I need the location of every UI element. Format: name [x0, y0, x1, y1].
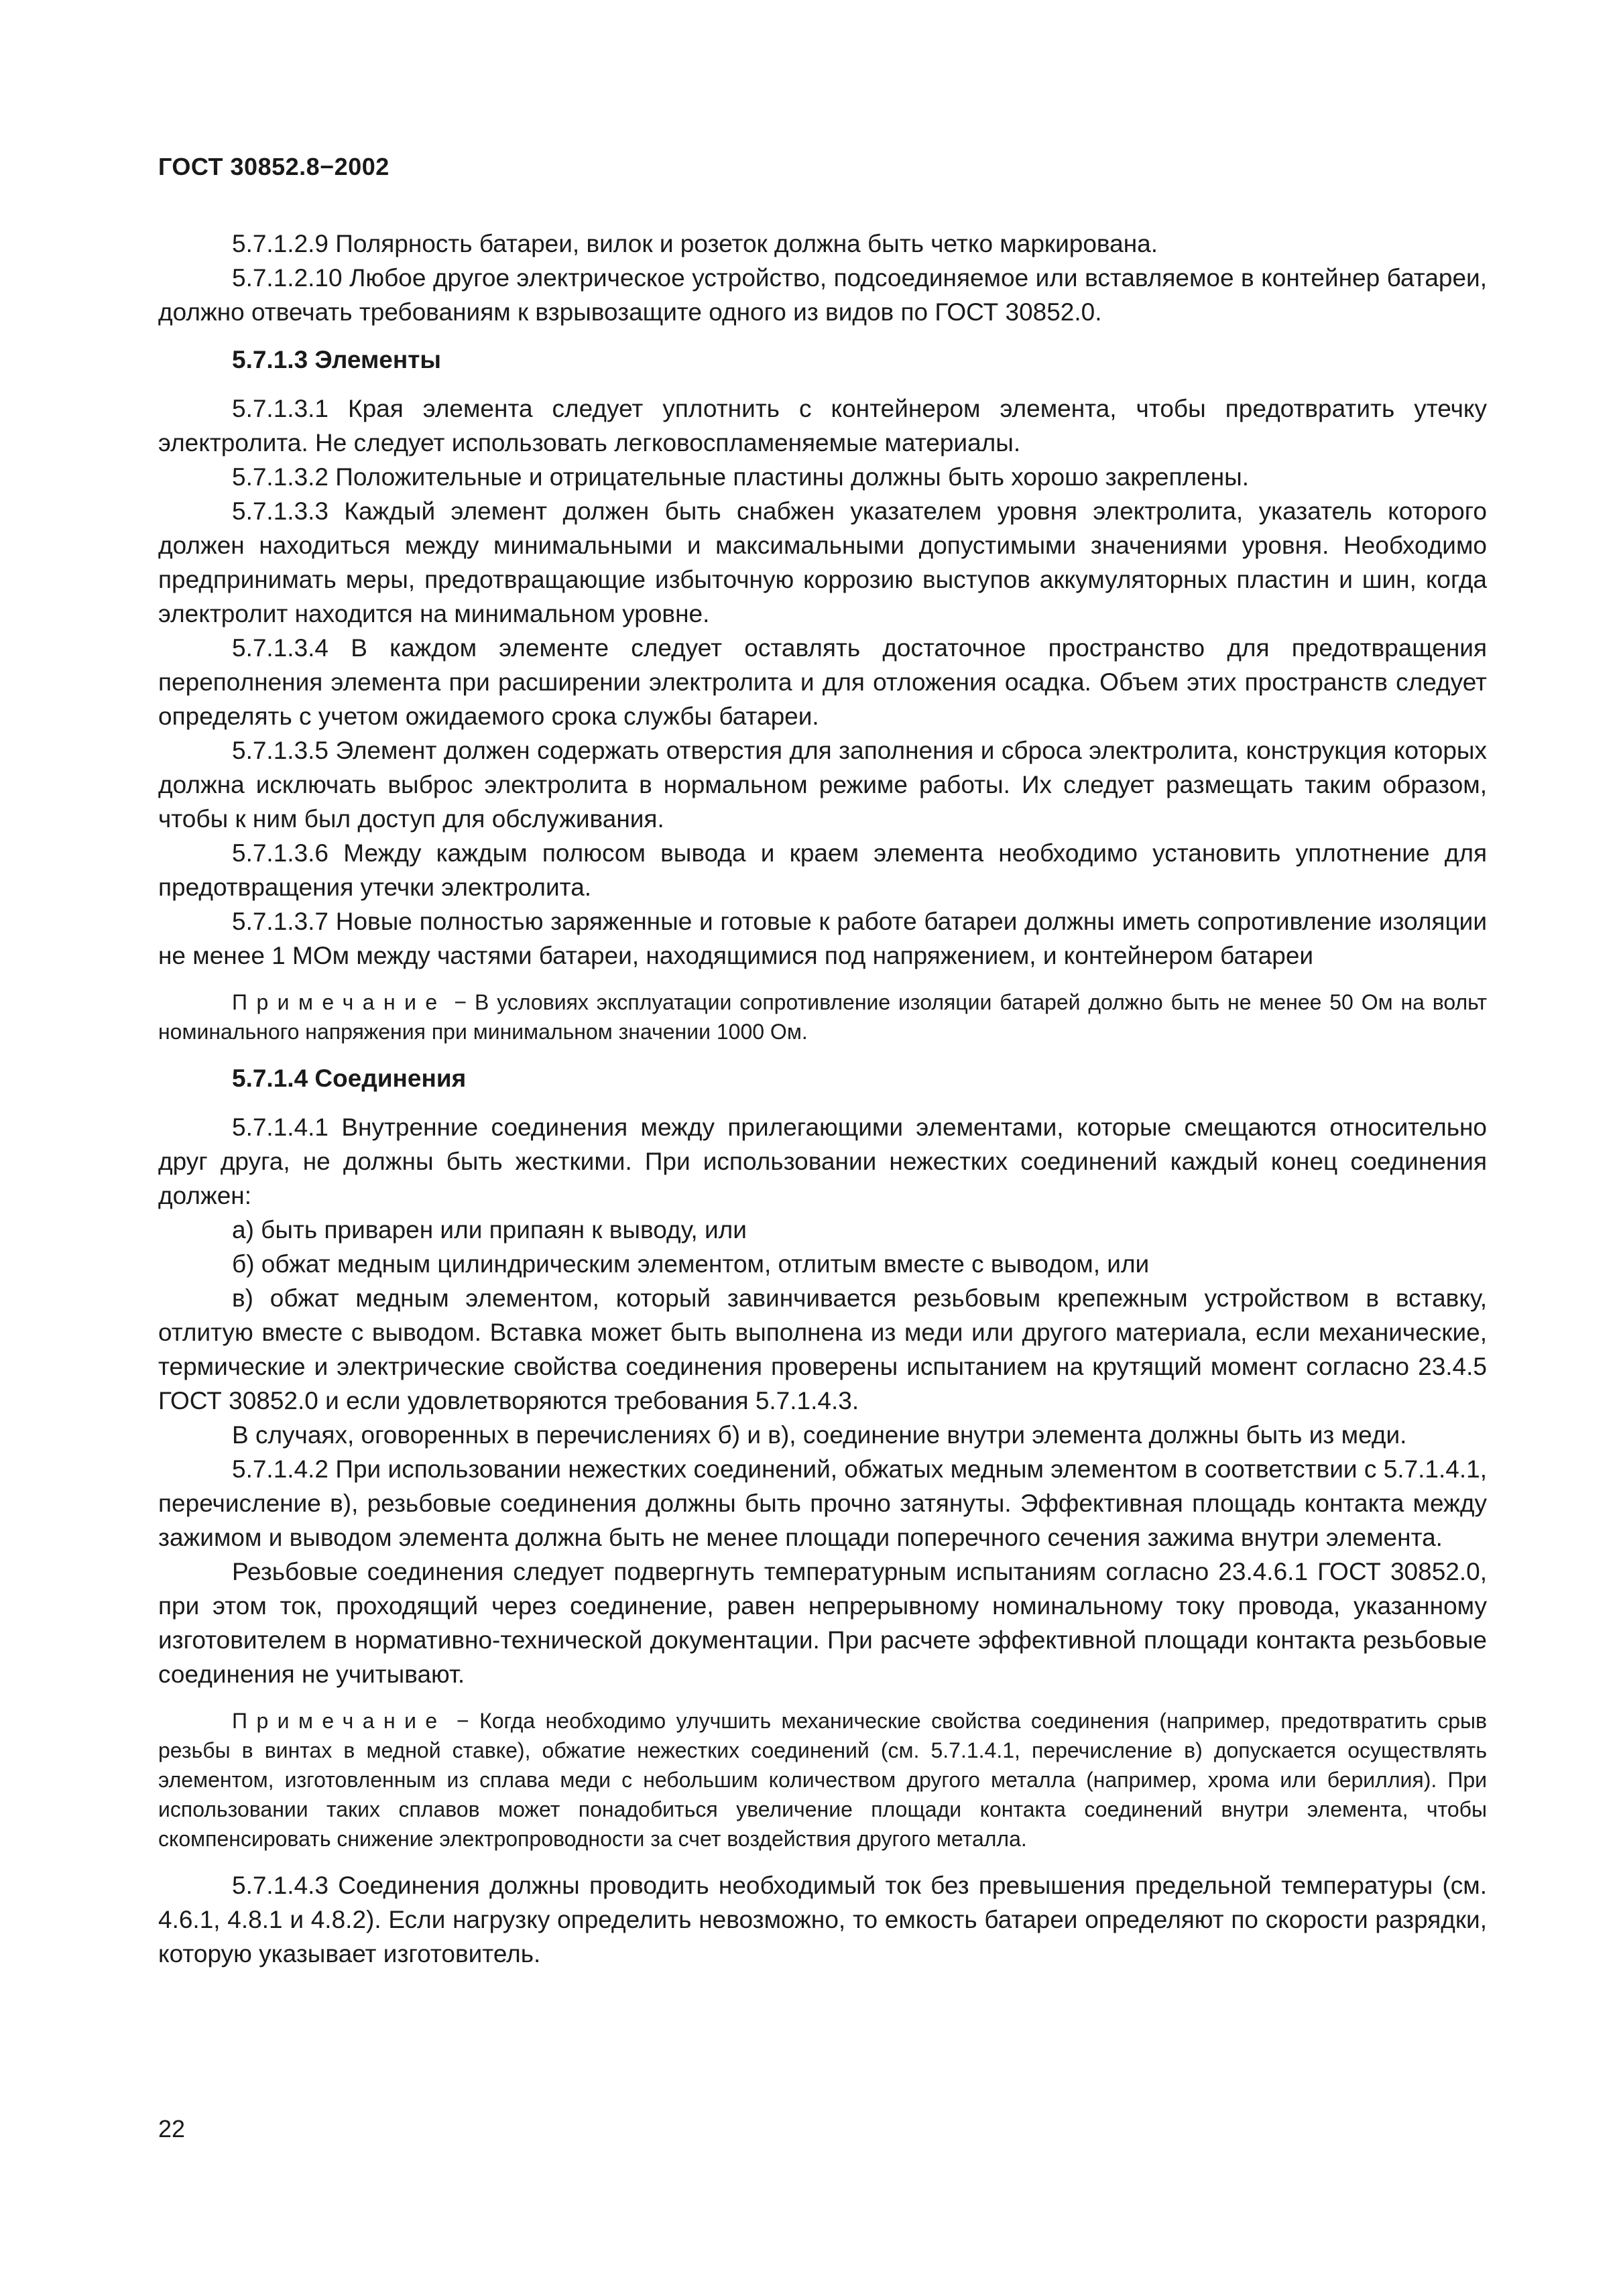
note-label: Примечание — [232, 990, 446, 1014]
paragraph: 5.7.1.4.3 Соединения должны проводить необходимый ток без превышения предельной температуры (см. 4.6.1, 4.8.1 и 4.8.2). Если нагрузку определить невозможно, то емкость батареи определяют по скорости разрядки, которую указывает изготовитель. — [158, 1872, 1487, 1968]
paragraph: 5.7.1.3.7 Новые полностью заряженные и готовые к работе батареи должны иметь сопротивление изоляции не менее 1 МОм между частями батареи, находящимися под напряжением, и контейнером батареи — [158, 908, 1487, 969]
list-item: в) обжат медным элементом, который завинчивается резьбовым крепежным устройством в вставку, отлитую вместе с выводом. Вставка может быть выполнена из меди или другого материала, если механические, термические и электрические свойства соединения проверены испытанием на крутящий момент согласно 23.4.5 ГОСТ 30852.0 и если удовлетворяются требования 5.7.1.4.3. — [158, 1284, 1487, 1414]
note-text: − Когда необходимо улучшить механические свойства соединения (например, предотвратить срыв резьбы в винтах в медной ставке), обжатие нежестких соединений (см. 5.7.1.4.1, перечисление в) допускается осуществлять элементом, изготовленным из сплава меди с небольшим количеством другого металла (например, хрома или бериллия). При использовании таких сплавов может понадобиться увеличение площади контакта соединений внутри элемента, чтобы скомпенсировать снижение электропроводности за счет воздействия другого металла. — [158, 1709, 1488, 1851]
paragraph: Резьбовые соединения следует подвергнуть температурным испытаниям согласно 23.4.6.1 ГОСТ 30852.0, при этом ток, проходящий через соединение, равен непрерывному номинальному току провода, указанному изготовителем в нормативно-технической документации. При расчете эффективной площади контакта резьбовые соединения не учитывают. — [158, 1558, 1487, 1688]
paragraph: 5.7.1.2.9 Полярность батареи, вилок и розеток должна быть четко маркирована. — [232, 230, 1158, 257]
list-item: а) быть приварен или припаян к выводу, или — [232, 1216, 747, 1244]
paragraph: 5.7.1.4.1 Внутренние соединения между прилегающими элементами, которые смещаются относительно друг друга, не должны быть жесткими. При использовании нежестких соединений каждый конец соединения должен: — [158, 1113, 1487, 1209]
paragraph: 5.7.1.3.2 Положительные и отрицательные пластины должны быть хорошо закреплены. — [232, 463, 1250, 491]
note-label: Примечание — [232, 1709, 446, 1733]
note — [158, 987, 1487, 1046]
document-body — [158, 227, 1487, 1971]
list-item: б) обжат медным цилиндрическим элементом, отлитым вместе с выводом, или — [232, 1250, 1150, 1278]
section-heading: 5.7.1.4 Соединения — [232, 1065, 467, 1092]
paragraph: 5.7.1.3.1 Края элемента следует уплотнить с контейнером элемента, чтобы предотвратить утечку электролита. Не следует использовать легковоспламеняемые материалы. — [158, 395, 1487, 457]
paragraph: 5.7.1.3.3 Каждый элемент должен быть снабжен указателем уровня электролита, указатель которого должен находиться между минимальными и максимальными допустимыми значениями уровня. Необходимо предпринимать меры, предотвращающие избыточную коррозию выступов аккумуляторных пластин и шин, когда электролит находится на минимальном уровне. — [158, 497, 1487, 627]
paragraph: 5.7.1.3.5 Элемент должен содержать отверстия для заполнения и сброса электролита, конструкция которых должна исключать выброс электролита в нормальном режиме работы. Их следует размещать таким образом, чтобы к ним был доступ для обслуживания. — [158, 737, 1487, 833]
note-text: − В условиях эксплуатации сопротивление изоляции батарей должно быть не менее 50 Ом на вольт номинального напряжения при минимальном значении 1000 Ом. — [158, 990, 1488, 1044]
paragraph: 5.7.1.2.10 Любое другое электрическое устройство, подсоединяемое или вставляемое в контейнер батареи, должно отвечать требованиям к взрывозащите одного из видов по ГОСТ 30852.0. — [158, 264, 1487, 326]
paragraph: 5.7.1.4.2 При использовании нежестких соединений, обжатых медным элементом в соответствии с 5.7.1.4.1, перечисление в), резьбовые соединения должны быть прочно затянуты. Эффективная площадь контакта между зажимом и выводом элемента должна быть не менее площади поперечного сечения зажима внутри элемента. — [158, 1455, 1487, 1551]
section-heading: 5.7.1.3 Элементы — [232, 346, 441, 373]
document-header: ГОСТ 30852.8−2002 — [158, 153, 389, 180]
paragraph: В случаях, оговоренных в перечислениях б) и в), соединение внутри элемента должны быть из меди. — [232, 1421, 1407, 1449]
paragraph: 5.7.1.3.4 В каждом элементе следует оставлять достаточное пространство для предотвращения переполнения элемента при расширении электролита и для отложения осадка. Объем этих пространств следует определять с учетом ожидаемого срока службы батареи. — [158, 634, 1487, 730]
note — [158, 1706, 1487, 1854]
page-number: 22 — [158, 2115, 186, 2142]
paragraph: 5.7.1.3.6 Между каждым полюсом вывода и краем элемента необходимо установить уплотнение для предотвращения утечки электролита. — [158, 839, 1487, 901]
